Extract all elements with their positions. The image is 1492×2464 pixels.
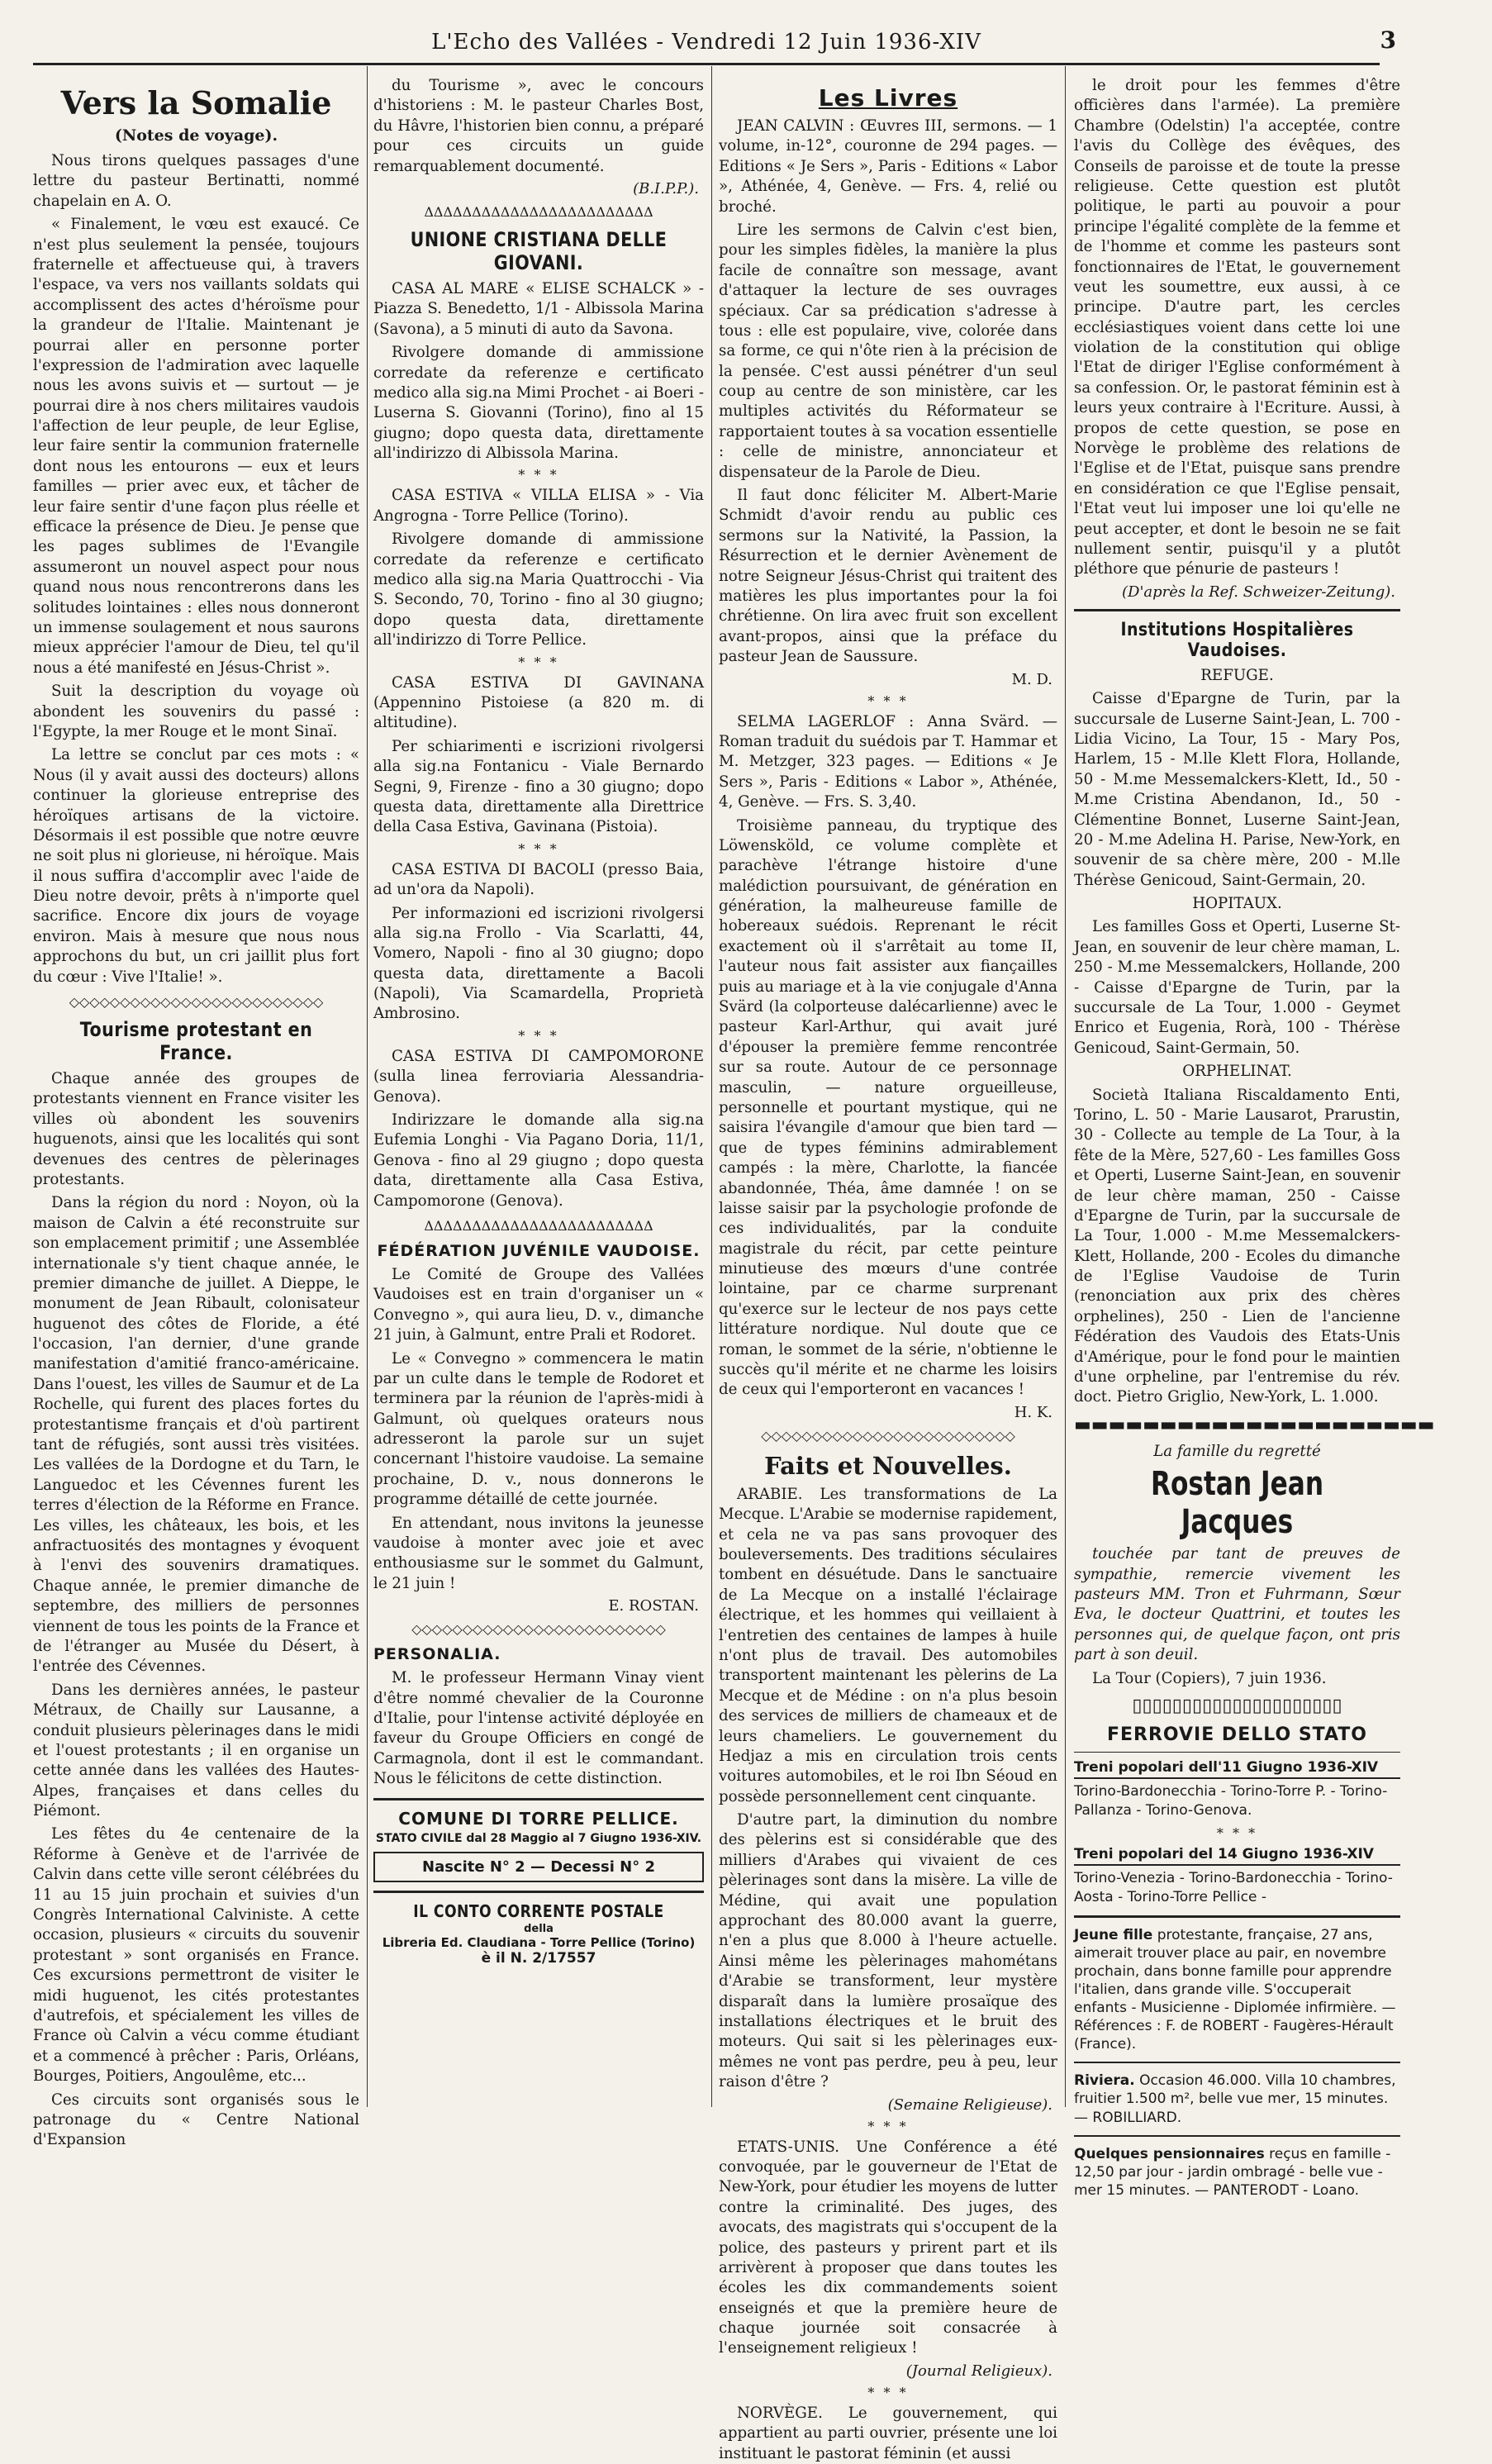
paragraph: Chaque année des groupes de protestants viennent en France visiter les villes où abondent les souvenirs huguenots, ainsi que les localités qui sont devenues des centres de pèlerinages protestants.: [33, 1070, 359, 1188]
paragraph: M. le professeur Hermann Vinay vient d'être nommé chevalier de la Couronne d'Italie, pour l'intense activité déployée en faveur du Groupe Officiers en congé de Carmagnola, dont il est le commandant. Nous le félicitons de cette distinction.: [373, 1669, 704, 1788]
classified-ad: [1074, 2145, 1400, 2200]
section-title-livres: Les Livres: [818, 84, 958, 112]
article-title-tourisme: Tourisme protestant en France.: [79, 1018, 313, 1065]
paragraph: Suit la description du voyage où abondent les souvenirs du passé : l'Egypte, la mer Rouge et le mont Sinaï.: [33, 683, 359, 740]
ornament-divider: ▯▯▯▯▯▯▯▯▯▯▯▯▯▯▯▯▯▯▯▯▯: [1132, 1695, 1342, 1716]
paragraph: CASA ESTIVA « VILLA ELISA » - Via Angrogna - Torre Pellice (Torino).: [373, 487, 704, 525]
divider: [1074, 1752, 1400, 1753]
separator-stars: * * *: [518, 1027, 559, 1044]
section-title-institutions: Institutions Hospitalières Vaudoises.: [1120, 619, 1354, 661]
page-number: 3: [1380, 26, 1396, 54]
obituary-text: touchée par tant de preuves de sympathie, remercie vivement les pasteurs MM. Tron et Fuhrmann, Sœur Eva, le docteur Quattrini, et toutes les personnes qui, de quelque façon, ont pris part à son deuil.: [1074, 1545, 1400, 1664]
paragraph: Indirizzare le domande alla sig.na Eufemia Longhi - Via Pagano Doria, 11/1, Genova - fino al 29 giugno ; dopo questa data, direttamente alla Casa Estiva, Campomorone (Genova).: [373, 1111, 704, 1210]
paragraph: Dans les dernières années, le pasteur Métraux, de Chailly sur Lausanne, a conduit plusieurs pèlerinages dans le midi et l'ouest protestants ; il en organise un cette année dans les vallées des Hautes-Alpes, françaises et dans celles du Piémont.: [33, 1681, 359, 1820]
paragraph: D'autre part, la diminution du nombre des pèlerins est si considérable que des milliers d'Arabes qui vivaient de ces pèlerinages sont dans la misère. La ville de Médine, qui avait une population approchant des 80.000 avant la guerre, n'en a plus que 8.000 à l'heure actuelle. Ainsi même les pèlerinages mahométans d'Arabie se transforment, leur mystère disparaît dans la lumière prosaïque des installations électriques et le bruit des moteurs. Qui sait si les pèlerinages eux-mêmes ne vont pas perdre, peu à peu, leur raison d'être ?: [719, 1811, 1057, 2091]
masthead-title: L'Echo des Vallées - Vendredi 12 Juin 1936-XIV: [431, 30, 981, 55]
signature: (Journal Religieux).: [905, 2362, 1052, 2380]
column-2: [373, 76, 704, 2100]
vital-stats: Nascite N° 2 — Decessi N° 2: [422, 1858, 655, 1876]
signature: (B.I.P.P.).: [633, 179, 699, 197]
paragraph: le droit pour les femmes d'être officières dans l'armée). La première Chambre (Odelstin) l'a acceptée, contre l'avis du Collège des évêques, des Conseils de paroisse et de toute la presse religieuse. Cette question est plutôt politique, le parti au pouvoir a pour principe l'égalité complète de la femme et de l'homme et comme les pasteurs sont fonctionnaires de l'Etat, le gouvernement veut les soumettre, eux aussi, à ce principe. D'autre part, les cercles ecclésiastiques voient dans cette loi une violation de la constitution qui oblige l'Etat de diriger l'Eglise conformément à sa confession. Or, le pastorat féminin est à leurs yeux contraire à l'Ecriture. Aussi, à propos de cette question, se pose en Norvège le problème des relations de l'Eglise et de l'Etat, puisque sans prendre en considération ce que l'Eglise pensait, l'Etat veut lui imposer une loi qu'elle ne peut accepter, et dont le besoin ne se fait nullement sentir, puisqu'il y a plutôt pléthore que pénurie de pasteurs !: [1074, 77, 1400, 578]
signature: (Semaine Religieuse).: [887, 2095, 1052, 2114]
separator-stars: * * *: [867, 2384, 909, 2400]
paragraph: Le « Convegno » commencera le matin par un culte dans le temple de Rodoret et terminera par la réunion de l'après-midi à Galmunt, où quelques orateurs nous adresseront la parole sur un sujet concernant l'histoire vaudoise. La semaine prochaine, D. v., nous donnerons le programme détaillé de cette journée.: [373, 1349, 704, 1509]
paragraph: Lire les sermons de Calvin c'est bien, pour les simples fidèles, la manière la plus facile de connaître son message, avant d'attaquer la lecture de ses ouvrages spéciaux. Car sa prédication s'adresse à tous : elle est populaire, vive, colorée dans sa forme, ce qui n'ôte rien à la précision de la pensée. C'est aussi pénétrer d'un seul coup au centre de son ministère, car les multiples activités du Réformateur se rapportaient toutes à sa vocation essentielle : celle de ministre, annonciateur et dispensateur de la Parole de Dieu.: [719, 221, 1057, 481]
paragraph: La lettre se conclut par ces mots : « Nous (il y avait aussi des docteurs) allons continuer la glorieuse entreprise des héroïques artisans de la victoire. Désormais il est possible que notre œuvre ne soit plus ni glorieuse, ni héroïque. Mais il nous suffira d'accomplir avec l'aide de Dieu notre devoir, prêts à n'importe quel sacrifice. Encore dix jours de voyage environ. Mais à mesure que nous nous approchons du but, un cri jaillit plus fort du cœur : Vive l'Italie! ».: [33, 746, 359, 986]
paragraph: SELMA LAGERLOF : Anna Svärd. — Roman traduit du suédois par T. Hammar et M. Metzger, 323 pages. — Editions « Je Sers », Paris - Editions « Labor », Athénée, 4, Genève. — Frs. S. 3,40.: [719, 712, 1057, 811]
signature: (D'après la Ref. Schweizer-Zeitung).: [1122, 583, 1395, 601]
paragraph: Società Italiana Riscaldamento Enti, Torino, L. 50 - Marie Lausarot, Prarustin, 30 - Collecte au temple de La Tour, à la fête de la Mère, 527,60 - Les familles Goss et Operti, Luserne Saint-Jean, en souvenir de leur chère maman, 250 - Caisse d'Epargne de Turin, par la succursale de La Tour, 1.000 - M.me Messemalckers-Klett, Hollande, 200 - Ecoles du dimanche de l'Eglise Vaudoise de Turin (renonciation aux prix des chères orphelines), 250 - Lien de l'ancienne Fédération des Vaudois des Etats-Unis d'Amérique, pour le fond pour le maintien d'une orpheline, par l'entremise du rév. doct. Pietro Griglio, New-York, L. 1.000.: [1074, 1086, 1400, 1406]
ad-lead: Riviera.: [1074, 2072, 1135, 2090]
divider: [373, 1798, 704, 1800]
paragraph: CASA ESTIVA DI CAMPOMORONE (sulla linea ferroviaria Alessandria-Genova).: [373, 1047, 704, 1106]
section-title-faits: Faits et Nouvelles.: [764, 1451, 1012, 1480]
trains-heading-14: Treni popolari del 14 Giugno 1936-XIV: [1074, 1846, 1400, 1866]
classified-ad: [1074, 2072, 1400, 2126]
column-4: [1074, 76, 1435, 2199]
paragraph: Per schiarimenti e iscrizioni rivolgersi alla sig.na Fontanicu - Viale Bernardo Segni, 9, Firenze - fino a 30 giugno; dopo questa data, direttamente alla Direttrice della Casa Estiva, Gavinana (Pistoia).: [373, 737, 704, 836]
masthead: [33, 25, 1396, 65]
ornament-divider: ◇◇◇◇◇◇◇◇◇◇◇◇◇◇◇◇◇◇◇◇◇◇◇◇◇: [69, 994, 324, 1011]
subsection-refuge: REFUGE.: [1200, 666, 1274, 684]
column-3: [719, 76, 1057, 2462]
separator-stars: * * *: [518, 467, 559, 483]
paragraph: Per informazioni ed iscrizioni rivolgersi alla sig.na Frollo - Via Scarlatti, 44, Vomero, Napoli - fino al 30 giugno; dopo questa data, direttamente a Bacoli (Napoli), Via Scamardella, Proprietà Ambrosino.: [373, 904, 704, 1023]
paragraph: Ces circuits sont organisés sous le patronage du « Centre National d'Expansion: [33, 2091, 359, 2149]
paragraph: En attendant, nous invitons la jeunesse vaudoise à monter avec joie et avec enthousiasme sur le sommet du Galmunt, le 21 juin !: [373, 1514, 704, 1592]
divider: [1074, 2135, 1400, 2137]
paragraph: « Finalement, le vœu est exaucé. Ce n'est plus seulement la pensée, toujours fraternelle et affectueuse qui, à travers l'espace, va vers nos vaillants soldats qui accomplissent des actes d'héroïsme pour la grandeur de l'Italie. Maintenant je pourrai aller en personne porter l'expression de l'admiration avec laquelle nous les avons suivis et — surtout — je pourrai dire à nos chers militaires vaudois l'affection de leur peuple, de leur Eglise, leur faire sentir la communion fraternelle dont nous les entourons — eux et leurs familles — prier avec eux, et tâcher de leur faire sentir d'une façon plus réelle et efficace la présence de Dieu. Je pense que les pages sublimes de l'Evangile assumeront un nouvel aspect pour nous quand nous nous rencontrerons dans les solitudes lointaines : elles nous donneront un immense soulagement et nous saurons mieux apprécier l'amour de Dieu, tel qu'il nous a été manifesté en Jésus-Christ ».: [33, 216, 359, 677]
ornament-divider: ◇◇◇◇◇◇◇◇◇◇◇◇◇◇◇◇◇◇◇◇◇◇◇◇◇: [411, 1621, 666, 1638]
paragraph: Rivolgere domande di ammissione corredate da referenze e certificato medico alla sig.na Maria Quattrocchi - Via S. Secondo, 70, Torino - fino al 30 giugno; dopo questa data, direttamente all'indirizzo di Torre Pellice.: [373, 530, 704, 649]
separator-stars: * * *: [867, 2118, 909, 2134]
paragraph: Rivolgere domande di ammissione corredate da referenze e certificato medico alla sig.na Mimi Prochet - ai Boeri - Luserna S. Giovanni (Torino), fino al 15 giugno; dopo questa data, direttamente all'indirizzo di Albissola Marina.: [373, 344, 704, 463]
ad-lead: Jeune fille: [1074, 1926, 1153, 1943]
conto-libreria: Libreria Ed. Claudiana - Torre Pellice (Torino): [382, 1934, 696, 1950]
column-rule: [367, 66, 368, 2107]
ad-lead: Quelques pensionnaires: [1074, 2145, 1265, 2162]
ad-text: reçus en famille - 12,50 par jour - jardin ombragé - belle vue - mer 15 minutes. — PANTERODT - Loano.: [1074, 2145, 1391, 2199]
column-rule: [1065, 66, 1066, 2107]
conto-della: della: [524, 1922, 554, 1935]
signature: H. K.: [1014, 1403, 1052, 1421]
paragraph: Les familles Goss et Operti, Luserne St-Jean, en souvenir de leur chère maman, L. 250 - M.me Messemalckers, Hollande, 200 - Caisse d'Epargne de Turin, par la succursale de La Tour, 1.000 - Geymet Enrico et Eugenia, Rorà, 100 - Thérèse Genicoud, Saint-Germain, 50.: [1074, 918, 1400, 1057]
paragraph: ARABIE. Les transformations de La Mecque. L'Arabie se modernise rapidement, et cela ne va pas sans provoquer des bouleversements. Des traditions séculaires tombent en désuétude. Dans le sanctuaire de La Mecque on a installé l'éclairage électrique, et les hommes qui veillaient à l'entretien des centaines de lampes à huile n'ont plus de travail. Des automobiles transportent maintenant les pèlerins de La Mecque et de Médine : on n'a plus besoin des services de milliers de chameaux et de leurs chameliers. Le gouvernement du Hedjaz a mis en circulation trois cents voitures automobiles, et le roi Ibn Séoud en possède personnellement cent cinquante.: [719, 1485, 1057, 1805]
divider: [1074, 609, 1400, 611]
ad-text: Occasion 46.000. Villa 10 chambres, fruitier 1.500 m², belle vue mer, 15 minutes. — ROBILLIARD.: [1074, 2072, 1396, 2126]
ornament-divider: ▬▬▬▬▬▬▬▬▬▬▬▬▬▬▬▬▬▬▬▬▬: [1074, 1414, 1435, 1435]
section-title-fjv: FÉDÉRATION JUVÉNILE VAUDOISE.: [377, 1241, 701, 1260]
paragraph: ETATS-UNIS. Une Conférence a été convoquée, par le gouverneur de l'Etat de New-York, pour étudier les moyens de lutter contre la criminalité. Des juges, des avocats, des magistrats qui s'occupent de la police, des pasteurs y prirent part et ils arrivèrent à proposer que dans toutes les écoles les dix commandements soient enseignés et que la première heure de chaque journée soit consacrée à l'enseignement religieux !: [719, 2138, 1057, 2357]
trains-list-14: Torino-Venezia - Torino-Bardonecchia - Torino-Aosta - Torino-Torre Pellice -: [1074, 1869, 1393, 1905]
separator-stars: * * *: [518, 654, 559, 670]
paragraph: du Tourisme », avec le concours d'historiens : M. le pasteur Charles Bost, du Hâvre, l'historien bien connu, a préparé pour ces circuits un guide remarquablement documenté.: [373, 77, 704, 175]
obituary-name: Rostan Jean Jacques: [1150, 1465, 1324, 1542]
vital-stats-box: [373, 1852, 704, 1882]
paragraph: Nous tirons quelques passages d'une lettre du pasteur Bertinatti, nommé chapelain en A. O.: [33, 152, 359, 210]
ornament-divider: ΔΔΔΔΔΔΔΔΔΔΔΔΔΔΔΔΔΔΔΔΔΔΔΔ: [424, 1217, 653, 1234]
section-title-ferrovie: FERROVIE DELLO STATO: [1106, 1724, 1368, 1745]
paragraph: NORVÈGE. Le gouvernement, qui appartient au parti ouvrier, présente une loi instituant le pastorat féminin (et aussi: [719, 2404, 1057, 2462]
separator-stars: * * *: [1216, 1824, 1258, 1841]
section-title-ucdg: UNIONE CRISTIANA DELLE GIOVANI.: [410, 227, 668, 274]
ornament-divider: ◇◇◇◇◇◇◇◇◇◇◇◇◇◇◇◇◇◇◇◇◇◇◇◇◇: [761, 1427, 1015, 1444]
divider: [1074, 1915, 1400, 1918]
paragraph: Les fêtes du 4e centenaire de la Réforme à Genève et de l'arrivée de Calvin dans cette ville seront célébrées du 11 au 15 juin prochain et suivies d'un Congrès International Calviniste. A cette occasion, plusieurs « circuits du souvenir protestant » sont organisés en France. Ces excursions permettront de visiter le midi huguenot, les cités protestantes d'autrefois, et spécialement les villes de France où Calvin a vécu comme étudiant et a commencé à prêcher : Paris, Orléans, Bourges, Poitiers, Angoulême, etc...: [33, 1825, 359, 2086]
comune-subtitle: STATO CIVILE dal 28 Maggio al 7 Giugno 1936-XIV.: [375, 1831, 702, 1845]
subsection-orphelinat: ORPHELINAT.: [1182, 1063, 1292, 1081]
divider: [373, 1891, 704, 1893]
separator-stars: * * *: [867, 692, 909, 709]
ad-text: protestante, française, 27 ans, aimerait trouver place au pair, en novembre prochain, dans bonne famille pour apprendre l'italien, dans grande ville. S'occuperait enfants - Musicienne - Diplomée infirmière. — Références : F. de ROBERT - Faugères-Hérault (France).: [1074, 1926, 1396, 2053]
section-title-personalia: PERSONALIA.: [373, 1645, 501, 1664]
paragraph: Dans la région du nord : Noyon, où la maison de Calvin a été reconstruite sur son emplacement primitif ; une Assemblée internationale s'y tient chaque année, le premier dimanche de juillet. A Dieppe, le monument de Jean Ribault, colonisateur huguenot des côtes de Floride, a été l'occasion, l'an dernier, d'une grande manifestation d'amitié franco-américaine. Dans l'ouest, les villes de Saumur et de La Rochelle, qui furent des places fortes du protestantisme français et d'où partirent tant de réfugiés, sont aussi très visitées. Les vallées de la Dordogne et du Tarn, le Languedoc et les Cévennes furent les terres d'élection de la Réforme en France. Les villes, les châteaux, les bois, et les anfractuosités des montagnes y évoquent à l'envi des souvenirs dramatiques. Chaque année, le premier dimanche de septembre, des milliers de personnes viennent de tous les points de la France et de l'étranger au Musée du Désert, à l'entrée des Cévennes.: [33, 1194, 359, 1676]
signature: M. D.: [1011, 670, 1052, 688]
paragraph: Il faut donc féliciter M. Albert-Marie Schmidt d'avoir rendu au public ces sermons sur la Nativité, la Passion, la Résurrection et le dernier Avènement de notre Seigneur Jésus-Christ qui traitent des matières les plus importantes pour la foi chrétienne. On lira avec fruit son excellent avant-propos, ainsi que la préface du pasteur Jean de Saussure.: [719, 487, 1057, 666]
trains-heading-11: Treni popolari dell'11 Giugno 1936-XIV: [1074, 1759, 1400, 1779]
paragraph: CASA ESTIVA DI BACOLI (presso Baia, ad un'ora da Napoli).: [373, 860, 704, 899]
column-1: [33, 76, 359, 2149]
article-subtitle: (Notes de voyage).: [114, 126, 278, 145]
conto-number: è il N. 2/17557: [481, 1949, 596, 1967]
section-title-comune: COMUNE DI TORRE PELLICE.: [398, 1808, 679, 1829]
classified-ad: [1074, 1926, 1400, 2054]
conto-title: IL CONTO CORRENTE POSTALE: [413, 1900, 664, 1921]
paragraph: CASA ESTIVA DI GAVINANA (Appennino Pistoiese (a 820 m. di altitudine).: [373, 673, 704, 732]
paragraph: Caisse d'Epargne de Turin, par la succursale de Luserne Saint-Jean, L. 700 - Lidia Vicino, La Tour, 15 - Mary Pos, Harlem, 15 - M.lle Klett Flora, Hollande, 50 - M.me Messemalckers-Klett, Id., 50 - M.me Cristina Abendanon, Id., 50 - Clémentine Bonnet, Luserne Saint-Jean, 20 - M.me Adelina H. Parise, New-York, en souvenir de sa chère mère, 200 - M.lle Thérèse Genicoud, Saint-Germain, 20.: [1074, 690, 1400, 889]
signature: E. ROSTAN.: [608, 1597, 699, 1615]
obituary-place: La Tour (Copiers), 7 juin 1936.: [1092, 1669, 1327, 1687]
article-title-somalie: Vers la Somalie: [60, 84, 332, 121]
separator-stars: * * *: [518, 840, 559, 857]
ornament-divider: ΔΔΔΔΔΔΔΔΔΔΔΔΔΔΔΔΔΔΔΔΔΔΔΔ: [424, 203, 653, 220]
paragraph: Troisième panneau, du tryptique des Löwensköld, ce volume complète et parachève l'étrange histoire d'une malédiction poursuivant, de génération en génération, la malheureuse famille de hobereaux suédois. Reprenant le récit exactement où il s'arrêtait au tome II, l'auteur nous fait assister aux fiançailles puis au mariage et à la vie conjugale d'Anna Svärd (la colporteuse dalécarlienne) avec le pasteur Karl-Arthur, qui avait juré d'épouser la première femme rencontrée sur sa route. Autour de ce personnage masculin, — nature orgueilleuse, personnelle et pourtant mystique, qui ne saisira l'évangile d'amour que bien tard — que de types féminins admirablement campés : la mère, Charlotte, la fiancée abandonnée, Théa, âme damnée ! on se laisse saisir par la psychologie profonde de ces individualités, par la conduite magistrale du récit, par cette peinture minutieuse des mœurs d'une contrée lointaine, par ce charme surprenant qu'exerce sur le lecteur de nos pays cette littérature nordique. Nul doute que ce roman, le sommet de la série, n'obtienne le succès qu'il mérite et ne charme les loisirs de ceux qui l'emporteront en vacances !: [719, 816, 1057, 1399]
obituary-intro: La famille du regretté: [1153, 1442, 1321, 1460]
divider: [1074, 2062, 1400, 2063]
paragraph: JEAN CALVIN : Œuvres III, sermons. — 1 volume, in-12°, couronne de 294 pages. — Editions « Je Sers », Paris - Editions « Labor », Athénée, 4, Genève. — Frs. 4, relié ou broché.: [719, 117, 1057, 216]
paragraph: Le Comité de Groupe des Vallées Vaudoises est en train d'organiser un « Convegno », qui aura lieu, D. v., dimanche 21 juin, à Galmunt, entre Prali et Rodoret.: [373, 1265, 704, 1344]
subsection-hopitaux: HOPITAUX.: [1192, 895, 1282, 913]
paragraph: CASA AL MARE « ELISE SCHALCK » - Piazza S. Benedetto, 1/1 - Albissola Marina (Savona), a 5 minuti di auto da Savona.: [373, 279, 704, 338]
column-rule: [711, 66, 712, 2107]
trains-list-11: Torino-Bardonecchia - Torino-Torre P. - Torino-Pallanza - Torino-Genova.: [1074, 1782, 1388, 1819]
